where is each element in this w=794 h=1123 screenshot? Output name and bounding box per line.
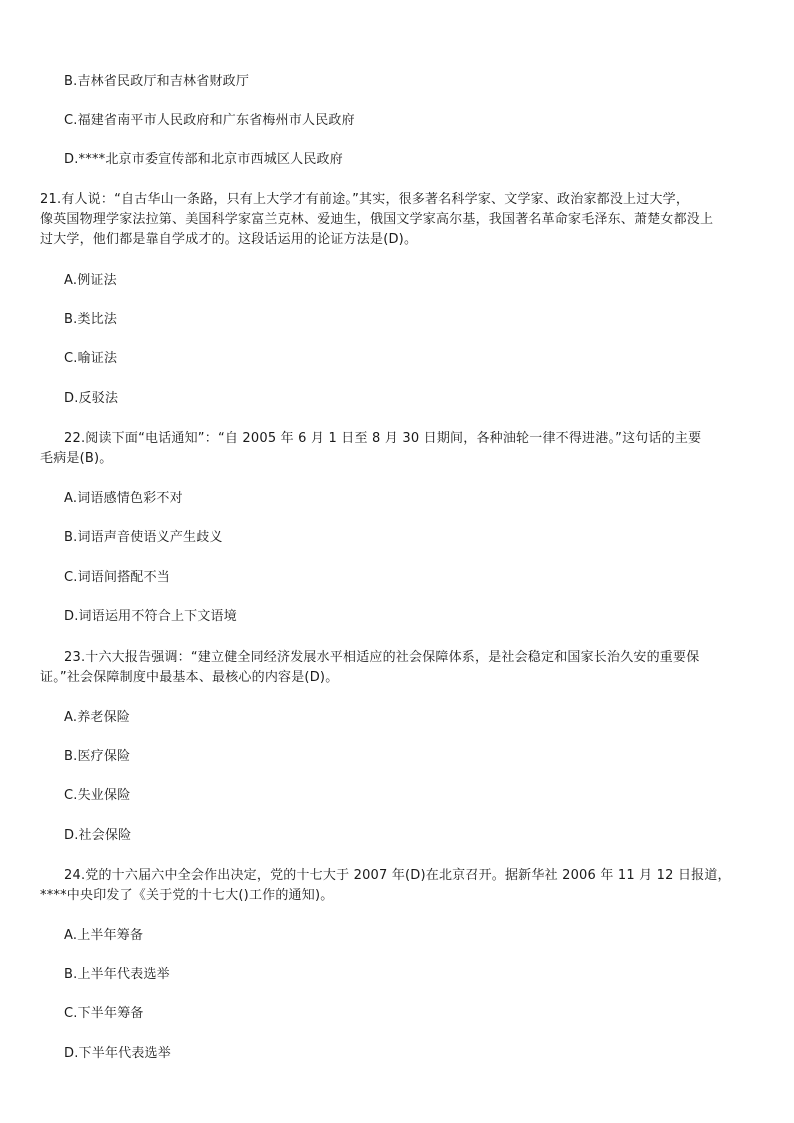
option-c: C.词语间搭配不当 <box>64 570 171 585</box>
option-b: B.上半年代表选举 <box>64 967 170 982</box>
question-text-line: 22.阅读下面“电话通知”：“自 2005 年 6 月 1 日至 8 月 30 日期间，各种油轮一律不得进港。”这句话的主要 <box>64 431 702 446</box>
option-b: B.医疗保险 <box>64 749 131 764</box>
question-text-line: 23.十六大报告强调：“建立健全同经济发展水平相适应的社会保障体系，是社会稳定和国家长治久安的重要保 <box>64 650 700 665</box>
question-text-line: 24.党的十六届六中全会作出决定，党的十七大于 2007 年(D)在北京召开。据新华社 2006 年 11 月 12 日报道， <box>64 868 731 883</box>
option-a: A.词语感情色彩不对 <box>64 491 183 506</box>
option-b: B.吉林省民政厅和吉林省财政厅 <box>64 74 250 89</box>
option-d: D.社会保险 <box>64 828 132 843</box>
question-text-line: 证。”社会保障制度中最基本、最核心的内容是(D)。 <box>40 670 339 685</box>
option-a: A.上半年筹备 <box>64 928 144 943</box>
option-a: A.例证法 <box>64 273 117 288</box>
option-c: C.福建省南平市人民政府和广东省梅州市人民政府 <box>64 113 355 128</box>
option-c: C.喻证法 <box>64 351 118 366</box>
question-text-line: ****中央印发了《关于党的十七大()工作的通知)。 <box>40 888 334 903</box>
option-d: D.反驳法 <box>64 391 119 406</box>
option-c: C.失业保险 <box>64 788 131 803</box>
option-d: D.****北京市委宣传部和北京市西城区人民政府 <box>64 152 343 167</box>
option-c: C.下半年筹备 <box>64 1006 144 1021</box>
question-text-line: 21.有人说：“自古华山一条路，只有上大学才有前途。”其实，很多著名科学家、文学家、政治家都没上过大学， <box>40 192 690 207</box>
question-text-line: 毛病是(B)。 <box>40 451 113 466</box>
question-text-line: 过大学，他们都是靠自学成才的。这段话运用的论证方法是(D)。 <box>40 232 418 247</box>
option-a: A.养老保险 <box>64 710 130 725</box>
question-text-line: 像英国物理学家法拉第、美国科学家富兰克林、爱迪生，俄国文学家高尔基，我国著名革命家毛泽东、萧楚女都没上 <box>40 212 714 227</box>
option-d: D.词语运用不符合上下文语境 <box>64 609 237 624</box>
option-b: B.类比法 <box>64 312 118 327</box>
option-b: B.词语声音使语义产生歧义 <box>64 530 223 545</box>
option-d: D.下半年代表选举 <box>64 1046 171 1061</box>
